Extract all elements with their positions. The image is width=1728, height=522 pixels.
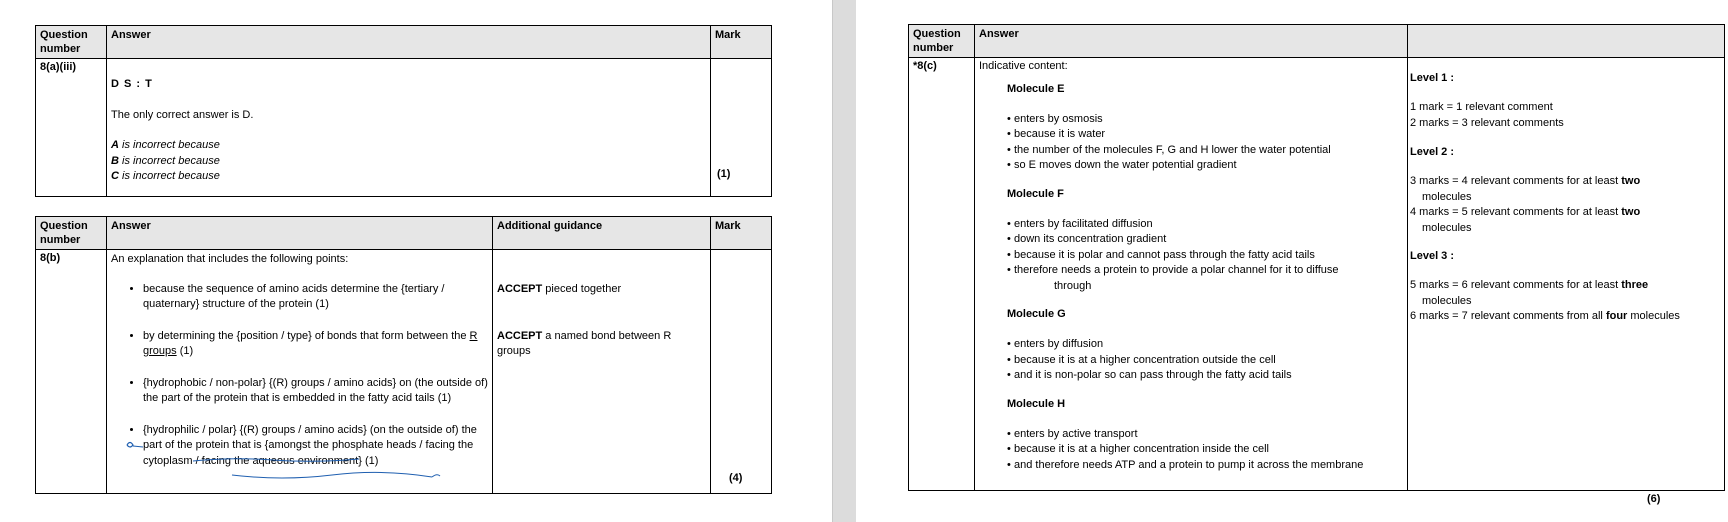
molecule-g-title: Molecule G [1007,308,1066,320]
molecule-h-point: • enters by active transport [1007,427,1403,443]
molecule-g-point: • and it is non-polar so can pass through the fatty acid tails [1007,368,1403,384]
question-number: 8(a)(iii) [36,59,107,197]
page-gutter [832,0,858,522]
level-2-title: Level 2 : [1410,146,1455,158]
indicative-label: Indicative content: [979,60,1068,72]
molecule-e-title: Molecule E [1007,82,1065,95]
header-mark: Mark [711,26,772,59]
incorrect-c: C is incorrect because [111,170,220,182]
answer-key-text: D S : T [111,78,153,90]
molecule-h-point: • and therefore needs ATP and a protein to pump it across the membrane [1007,458,1403,474]
molecule-f-point: • because it is polar and cannot pass through the fatty acid tails [1007,248,1403,264]
level-1-criterion: 1 mark = 1 relevant comment [1410,101,1553,113]
molecule-f-point: • therefore needs a protein to provide a polar channel for it to diffuse through [1007,263,1403,294]
level-3-criterion: 6 marks = 7 relevant comments from all four molecules [1410,310,1680,322]
right-page [856,0,1728,522]
molecule-e-point: • the number of the molecules F, G and H lower the water potential [1007,143,1403,159]
level-2-criterion: 3 marks = 4 relevant comments for at least two [1410,175,1641,187]
answer-key [111,77,706,93]
header-question-number: Question number [36,217,107,250]
molecule-g-point: • enters by diffusion [1007,337,1403,353]
incorrect-b: B is incorrect because [111,154,220,167]
molecule-e-point: • because it is water [1007,127,1403,143]
mark-cell [711,250,772,494]
guidance-cell [493,250,711,494]
mark-value: (4) [729,472,743,484]
level-2-criterion: 4 marks = 5 relevant comments for at least two [1410,206,1641,218]
left-page [0,0,832,522]
molecule-f-point: • down its concentration gradient [1007,232,1403,248]
incorrect-a: A is incorrect because [111,139,220,151]
answer-points-list [111,282,488,470]
header-question-number: Question number [36,26,107,59]
level-2-criterion-cont: molecules [1422,190,1472,203]
guidance-item: ACCEPT a named bond between R groups [497,329,672,357]
molecule-h-title: Molecule H [1007,397,1066,410]
level-2-criterion-cont: molecules [1422,221,1472,234]
level-3-criterion: 5 marks = 6 relevant comments for at least three [1410,279,1649,291]
mark-value: (1) [717,168,731,180]
answer-point: • by determining the {position / type} of bonds that form between the R groups (1) [143,329,488,360]
levels-cell [1408,58,1725,505]
answer-point: • because the sequence of amino acids determine the {tertiary / quaternary} structure of the protein (1) [143,282,488,313]
mark-scheme-table-8c [908,24,1725,505]
answer-cell [107,59,711,197]
molecule-h-point: • because it is at a higher concentration inside the cell [1007,442,1403,458]
molecule-e-point: • so E moves down the water potential gradient [1007,158,1403,174]
level-3-title: Level 3 : [1410,250,1455,262]
answer-point: • {hydrophobic / non-polar} {(R) groups / amino acids} on (the outside of) the part of the protein that is embedded in the fatty acid tails (1) [143,376,488,407]
mark-scheme-table-8b [35,216,772,494]
molecule-f-point: • enters by facilitated diffusion [1007,217,1403,233]
mark-cell [711,59,772,197]
answer-point: • {hydrophilic / polar} {(R) groups / amino acids} (on the outside of) the part of the protein that is {amongst the phosphate heads / facing the cytoplasm / facing the aqueous environment} (1) [143,423,488,470]
level-1-criterion: 2 marks = 3 relevant comments [1410,116,1564,129]
level-1-title: Level 1 : [1410,72,1455,84]
molecule-e-point: • enters by osmosis [1007,112,1403,128]
header-answer: Answer [107,26,711,59]
header-blank [1408,25,1725,58]
mark-value: (6) [1647,493,1661,505]
guidance-item: ACCEPT pieced together [497,283,622,295]
mark-scheme-table-8a [35,25,772,197]
molecule-g-point: • because it is at a higher concentration outside the cell [1007,353,1403,369]
molecule-f-title: Molecule F [1007,187,1064,200]
question-number: 8(b) [36,250,107,494]
level-3-criterion-cont: molecules [1422,294,1472,307]
answer-cell [107,250,493,494]
header-question-number: Question number [909,25,975,58]
header-answer: Answer [975,25,1408,58]
answer-intro: An explanation that includes the following points: [111,253,349,265]
answer-cell [975,58,1408,491]
header-additional-guidance: Additional guidance [493,217,711,250]
correct-answer-statement: The only correct answer is D. [111,108,254,121]
question-number: *8(c) [909,58,975,491]
header-mark: Mark [711,217,772,250]
header-answer: Answer [107,217,493,250]
